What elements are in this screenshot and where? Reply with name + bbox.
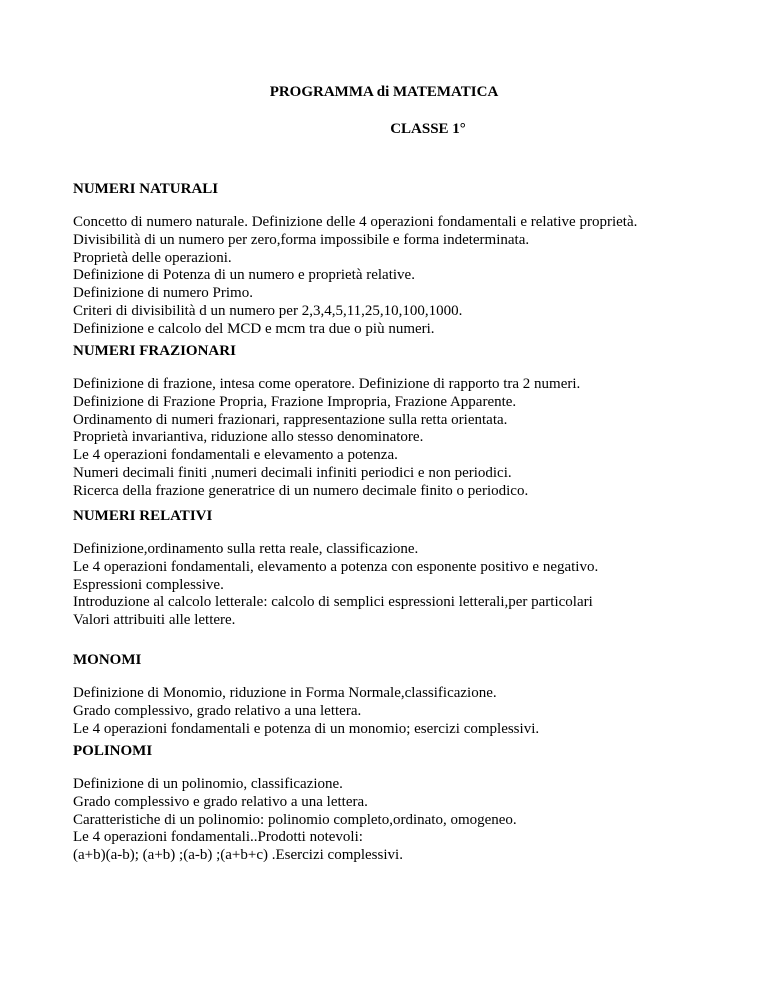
section-heading: POLINOMI	[73, 743, 153, 759]
text-line: Le 4 operazioni fondamentali..Prodotti notevoli:	[73, 829, 363, 846]
text-line: Le 4 operazioni fondamentali, elevamento a potenza con esponente positivo e negativo.	[73, 558, 599, 575]
section-heading: NUMERI FRAZIONARI	[73, 343, 236, 359]
text-line: Definizione di Monomio, riduzione in Forma Normale,classificazione.	[73, 685, 497, 701]
text-line: Numeri decimali finiti ,numeri decimali infiniti periodici e non periodici.	[73, 464, 512, 481]
text-line: Criteri di divisibilità d un numero per 2,3,4,5,11,25,10,100,1000.	[73, 302, 463, 319]
text-line: Caratteristiche di un polinomio: polinomio completo,ordinato, omogeneo.	[73, 811, 517, 828]
text-line: Le 4 operazioni fondamentali e elevamento a potenza.	[73, 447, 398, 464]
section-monomi	[73, 651, 753, 738]
section-numeri-naturali	[73, 180, 753, 339]
text-line: Grado complessivo e grado relativo a una lettera.	[73, 793, 368, 810]
text-line: Definizione,ordinamento sulla retta reale, classificazione.	[73, 541, 419, 557]
section-polinomi	[73, 742, 753, 865]
text-line: Concetto di numero naturale. Definizione delle 4 operazioni fondamentali e relative proprietà.	[73, 214, 638, 230]
document-title: PROGRAMMA di MATEMATICA	[269, 84, 499, 100]
text-line: Le 4 operazioni fondamentali e potenza di un monomio; esercizi complessivi.	[73, 720, 540, 737]
text-line: Definizione di numero Primo.	[73, 285, 253, 302]
text-line: Divisibilità di un numero per zero,forma impossibile e forma indeterminata.	[73, 231, 530, 248]
text-line: Valori attribuiti alle lettere.	[73, 612, 236, 629]
text-line: Proprietà delle operazioni.	[73, 249, 232, 266]
text-line: Introduzione al calcolo letterale: calcolo di semplici espressioni letterali,per particolari	[73, 594, 593, 611]
section-numeri-relativi	[73, 507, 753, 630]
document-subtitle: CLASSE 1°	[390, 121, 466, 137]
section-numeri-frazionari	[73, 342, 753, 501]
text-line: Definizione di un polinomio, classificazione.	[73, 776, 343, 792]
text-line: Grado complessivo, grado relativo a una lettera.	[73, 702, 362, 719]
text-line: Espressioni complessive.	[73, 576, 224, 593]
section-heading: NUMERI RELATIVI	[73, 508, 213, 524]
text-line: Definizione di frazione, intesa come operatore. Definizione di rapporto tra 2 numeri.	[73, 376, 581, 392]
text-line: Ordinamento di numeri frazionari, rappresentazione sulla retta orientata.	[73, 411, 508, 428]
text-line: Ricerca della frazione generatrice di un numero decimale finito o periodico.	[73, 482, 529, 499]
text-line: Definizione di Potenza di un numero e proprietà relative.	[73, 267, 415, 284]
text-line: Definizione e calcolo del MCD e mcm tra due o più numeri.	[73, 320, 435, 337]
section-heading: NUMERI NATURALI	[73, 181, 219, 197]
section-heading: MONOMI	[73, 652, 142, 668]
text-line: Definizione di Frazione Propria, Frazione Impropria, Frazione Apparente.	[73, 393, 517, 410]
text-line: Proprietà invariantiva, riduzione allo stesso denominatore.	[73, 429, 424, 446]
text-line: (a+b)(a-b); (a+b) ;(a-b) ;(a+b+c) .Esercizi complessivi.	[73, 847, 403, 864]
